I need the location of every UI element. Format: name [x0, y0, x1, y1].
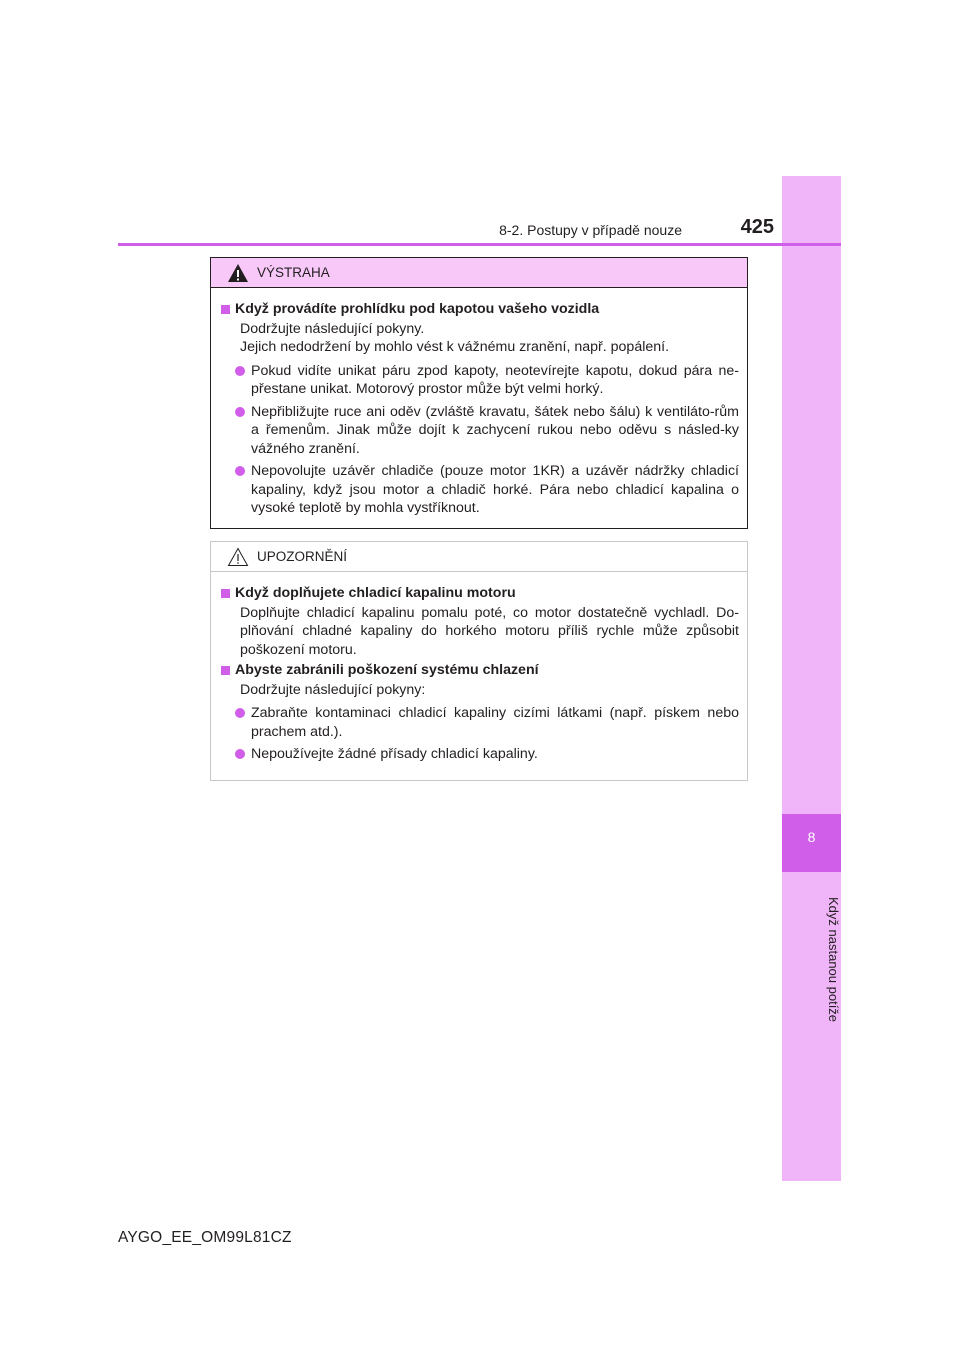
caution-box: [210, 541, 748, 781]
caution-section2-intro: Dodržujte následující pokyny:: [240, 681, 426, 698]
warning-heading-text: Když provádíte prohlídku pod kapotou vašeho vozidla: [235, 301, 600, 317]
warning-box-body: [211, 288, 747, 518]
warning-bullet: [220, 462, 739, 518]
square-bullet-icon: [221, 666, 230, 675]
page-number: 425: [740, 216, 774, 238]
document-code: AYGO_EE_OM99L81CZ: [118, 1229, 292, 1246]
caution-bullet-text: Zabraňte kontaminaci chladicí kapaliny cizími látkami (např. pískem nebo prachem atd.).: [251, 705, 739, 740]
circle-bullet-icon: [235, 466, 245, 476]
caution-heading-1: [220, 584, 739, 603]
warning-bullet: [220, 403, 739, 459]
warning-bullet-text: Nepovolujte uzávěr chladiče (pouze motor 1KR) a uzávěr nádržky chladicí kapaliny, když jsou motor a chladič horké. Pára nebo chladicí kapalina o vysoké teplotě by mohla vystříknout.: [251, 463, 739, 516]
circle-bullet-icon: [235, 407, 245, 417]
caution-triangle-icon: [227, 547, 249, 567]
caution-section1-text: Doplňujte chladicí kapalinu pomalu poté, co motor dostatečně vychladl. Do-plňování chladné kapaliny do horkého motoru příliš rychle může způsobit poškození motoru.: [240, 604, 739, 658]
side-tab-number: 8: [807, 829, 816, 845]
circle-bullet-icon: [235, 708, 245, 718]
square-bullet-icon: [221, 305, 230, 314]
warning-box-title: VÝSTRAHA: [257, 265, 330, 280]
caution-heading-1-text: Když doplňujete chladicí kapalinu motoru: [235, 585, 516, 601]
warning-box: [210, 257, 748, 529]
section-title: 8-2. Postupy v případě nouze: [499, 222, 682, 238]
side-tab-label: Když nastanou potíže: [826, 897, 841, 1023]
header-divider: [118, 243, 841, 246]
caution-box-body: [211, 572, 747, 764]
warning-triangle-icon: [227, 263, 249, 283]
caution-heading-2: [220, 661, 739, 680]
warning-heading: [220, 300, 739, 319]
circle-bullet-icon: [235, 366, 245, 376]
warning-intro-line2: Jejich nedodržení by mohlo vést k vážnému zranění, např. popálení.: [240, 339, 670, 355]
caution-box-title: UPOZORNĚNÍ: [257, 549, 348, 564]
warning-intro-line1: Dodržujte následující pokyny.: [240, 320, 425, 337]
warning-bullet: [220, 362, 739, 399]
warning-box-header: [211, 258, 747, 288]
square-bullet-icon: [221, 589, 230, 598]
caution-bullet: [220, 745, 739, 764]
caution-bullet-text: Nepoužívejte žádné přísady chladicí kapaliny.: [251, 746, 538, 762]
caution-heading-2-text: Abyste zabránili poškození systému chlazení: [235, 662, 539, 678]
circle-bullet-icon: [235, 749, 245, 759]
caution-bullet: [220, 704, 739, 741]
warning-bullet-text: Nepřibližujte ruce ani oděv (zvláště kravatu, šátek nebo šálu) k ventiláto-rům a řemenům. Jinak může dojít k zachycení rukou nebo oděvu s násled-ky vážného zranění.: [251, 403, 739, 457]
warning-bullet-text: Pokud vidíte unikat páru zpod kapoty, neotevírejte kapotu, dokud pára ne-přestane unikat. Motorový prostor může být velmi horký.: [251, 362, 739, 397]
caution-box-header: [211, 542, 747, 572]
